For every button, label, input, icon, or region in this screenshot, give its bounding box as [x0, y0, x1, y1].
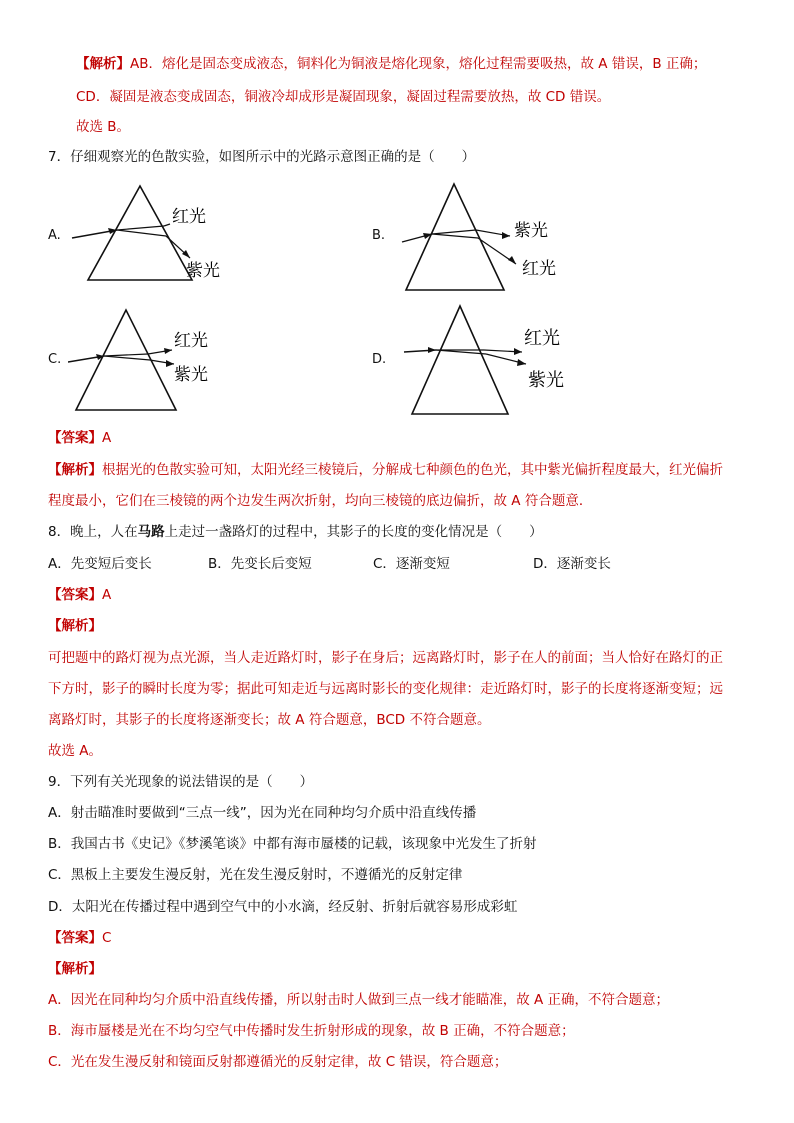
analysis-text: 根据光的色散实验可知，太阳光经三棱镜后，分解成七种颜色的色光，其中紫光偏折程度最大，红光偏折: [102, 462, 723, 478]
q9-analysis-c: C．光在发生漫反射和镜面反射都遵循光的反射定律，故 C 错误，符合题意；: [48, 1054, 508, 1070]
q7-option-b-figure: [392, 180, 582, 300]
q9-option-a: A．射击瞄准时要做到“三点一线”，因为光在同种均匀介质中沿直线传播: [48, 805, 477, 821]
q8-stem-bold: 马路: [137, 524, 165, 540]
q8-answer: [48, 586, 111, 604]
top-label: 红光: [172, 207, 206, 227]
q7-option-a-label: A.: [48, 228, 61, 243]
q9-analysis-a: A．因光在同种均匀介质中沿直线传播，所以射击时人做到三点一线才能瞄准，故 A 正确，不符合题意；: [48, 992, 670, 1008]
bottom-label: 紫光: [174, 365, 208, 385]
q8-analysis-1: 可把题中的路灯视为点光源，当人走近路灯时，影子在身后；远离路灯时，影子在人的前面；当人恰好在路灯的正: [48, 650, 723, 666]
analysis-tag: 【解析】: [48, 462, 102, 478]
q7-stem: 7．仔细观察光的色散实验，如图所示中的光路示意图正确的是（ ）: [48, 149, 476, 165]
bottom-label: 紫光: [528, 370, 564, 391]
prism-icon: [412, 306, 508, 414]
q9-option-c: C．黑板上主要发生漫反射，光在发生漫反射时，不遵循光的反射定律: [48, 867, 463, 883]
analysis-tag: 【解析】: [48, 618, 102, 634]
q9-option-d: D．太阳光在传播过程中遇到空气中的小水滴，经反射、折射后就容易形成彩虹: [48, 899, 518, 915]
answer-value: A: [102, 587, 112, 603]
q8-option-b: B．先变长后变短: [208, 556, 312, 572]
q9-analysis-tag: [48, 960, 102, 978]
q8-option-c: C．逐渐变短: [373, 556, 450, 572]
answer-tag: 【答案】: [48, 930, 102, 946]
q8-analysis-2: 下方时，影子的瞬时长度为零；据此可知走近与远离时影长的变化规律：走近路灯时，影子的长度将逐渐变短；远: [48, 681, 723, 697]
q9-answer: [48, 929, 111, 947]
answer-tag: 【答案】: [48, 430, 102, 446]
q7-option-c-figure: [68, 306, 238, 418]
q8-option-d: D．逐渐变长: [533, 556, 611, 572]
q8-analysis-3: 离路灯时，其影子的长度将逐渐变长；故 A 符合题意，BCD 不符合题意。: [48, 712, 491, 728]
analysis-tag: 【解析】: [76, 56, 130, 72]
answer-value: A: [102, 430, 112, 446]
q7-option-b-label: B.: [372, 228, 386, 243]
q9-analysis-b: B．海市蜃楼是光在不均匀空气中传播时发生折射形成的现象，故 B 正确，不符合题意；: [48, 1023, 575, 1039]
analysis-text-1: AB．熔化是固态变成液态，铜料化为铜液是熔化现象，熔化过程需要吸热，故 A 错误，B 正确；: [130, 56, 707, 72]
prism-icon: [76, 310, 176, 410]
q8-stem: [48, 523, 543, 541]
q8-stem-suffix: 上走过一盏路灯的过程中，其影子的长度的变化情况是（ ）: [164, 524, 543, 540]
top-label: 紫光: [514, 221, 548, 241]
answer-tag: 【答案】: [48, 587, 102, 603]
q8-stem-prefix: 8．晚上，人在: [48, 524, 138, 540]
q7-option-c-label: C.: [48, 352, 62, 367]
analysis-tag: 【解析】: [48, 961, 102, 977]
q8-choose: 故选 A。: [48, 743, 103, 759]
bottom-label: 红光: [522, 259, 556, 279]
analysis-line-1: [76, 55, 706, 73]
choose-line: 故选 B。: [76, 119, 131, 135]
q7-option-d-figure: [392, 302, 592, 420]
bottom-label: 紫光: [186, 261, 220, 281]
q7-analysis-1: [48, 461, 723, 479]
analysis-line-2: CD．凝固是液态变成固态，铜液冷却成形是凝固现象，凝固过程需要放热，故 CD 错误。: [76, 89, 611, 105]
q7-option-d-label: D.: [372, 352, 387, 367]
top-label: 红光: [524, 328, 560, 349]
q8-option-a: A．先变短后变长: [48, 556, 152, 572]
q7-answer: [48, 429, 111, 447]
q9-stem: 9．下列有关光现象的说法错误的是（ ）: [48, 774, 314, 790]
q9-option-b: B．我国古书《史记》《梦溪笔谈》中都有海市蜃楼的记载，该现象中光发生了折射: [48, 836, 537, 852]
answer-value: C: [102, 930, 112, 946]
q7-analysis-2: 程度最小，它们在三棱镜的两个边发生两次折射，均向三棱镜的底边偏折，故 A 符合题意．: [48, 493, 593, 509]
q7-option-a-figure: [68, 182, 238, 292]
top-label: 红光: [174, 331, 208, 351]
q8-analysis-tag: [48, 617, 102, 635]
